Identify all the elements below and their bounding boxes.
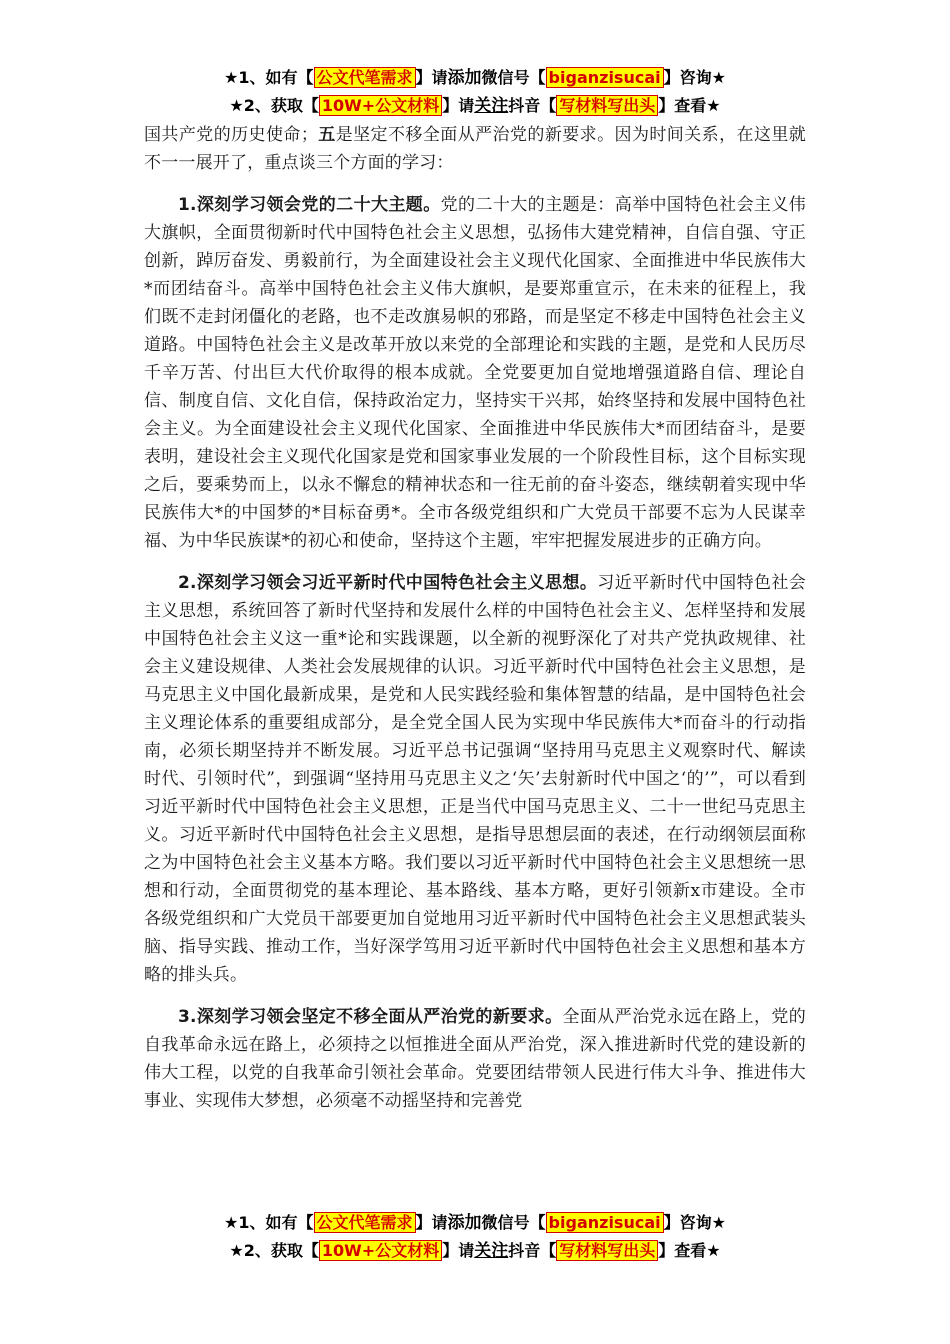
header-banner [0,64,950,120]
highlight-wechat-id: biganzisucai [546,67,664,88]
banner-text: 】咨询★ [663,1213,726,1232]
banner-emphasis: 添加 [447,1213,482,1233]
banner-text: ★1、如有【 [224,1213,314,1232]
banner-emphasis: 关注 [474,96,509,116]
highlight-materials: 10W+公文材料 [319,1240,442,1261]
section-heading: 3.深刻学习领会坚定不移全面从严治党的新要求。 [178,1007,563,1027]
banner-line-1 [0,64,950,92]
highlight-douyin-account: 写材料写出头 [556,95,658,116]
banner-line-2 [0,1237,950,1265]
banner-text: ★1、如有【 [224,68,314,87]
intro-emphasis: 五 [318,125,336,145]
section-paragraph-3 [144,1003,806,1115]
section-paragraph-2 [144,569,806,989]
banner-text: 微信号【 [481,68,546,87]
intro-paragraph: 国共产党的历史使命；五是坚定不移全面从严治党的新要求。因为时间关系，在这里就不一一展开了，重点谈三个方面的学习： [144,125,806,173]
section-body: 习近平新时代中国特色社会主义思想，系统回答了新时代坚持和发展什么样的中国特色社会主义、怎样坚持和发展中国特色社会主义这一重*论和实践课题，以全新的视野深化了对共产党执政规律、社会主义建设规律、人类社会发展规律的认识。习近平新时代中国特色社会主义思想，是马克思主义中国化最新成果，是党和人民实践经验和集体智慧的结晶，是中国特色社会主义理论体系的重要组成部分，是全党全国人民为实现中华民族伟大*而奋斗的行动指南，必须长期坚持并不断发展。习近平总书记强调“坚持用马克思主义观察时代、解读时代、引领时代”，到强调“坚持用马克思主义之‘矢’去射新时代中国之‘的’”，可以看到习近平新时代中国特色社会主义思想，正是当代中国马克思主义、二十一世纪马克思主义。习近平新时代中国特色社会主义思想，是指导思想层面的表述，在行动纲领层面称之为中国特色社会主义基本方略。我们要以习近平新时代中国特色社会主义思想统一思想和行动，全面贯彻党的基本理论、基本路线、基本方略，更好引领新x市建设。全市各级党组织和广大党员干部要更加自觉地用习近平新时代中国特色社会主义思想武装头脑、指导实践、推动工作，当好深学笃用习近平新时代中国特色社会主义思想和基本方略的排头兵。 [144,573,806,985]
banner-text: 抖音【 [508,1241,557,1260]
highlight-service: 公文代笔需求 [314,67,416,88]
banner-text: 】咨询★ [663,68,726,87]
banner-emphasis: 添加 [447,68,482,88]
document-body [144,121,806,1115]
banner-text: 】请 [442,1241,475,1260]
banner-text: 微信号【 [481,1213,546,1232]
section-body: 全面从严治党永远在路上，党的自我革命永远在路上，必须持之以恒推进全面从严治党，深入推进新时代党的建设新的伟大工程，以党的自我革命引领社会革命。党要团结带领人民进行伟大斗争、推进伟大事业、实现伟大梦想，必须毫不动摇坚持和完善党 [144,1007,806,1111]
banner-text: ★2、获取【 [229,1241,319,1260]
footer-banner [0,1209,950,1265]
highlight-douyin-account: 写材料写出头 [556,1240,658,1261]
banner-text: 】请 [415,68,448,87]
banner-line-1 [0,1209,950,1237]
banner-text: 】查看★ [658,1241,721,1260]
banner-text: ★2、获取【 [229,96,319,115]
section-body: 党的二十大的主题是：高举中国特色社会主义伟大旗帜，全面贯彻新时代中国特色社会主义思想，弘扬伟大建党精神，自信自强、守正创新，踔厉奋发、勇毅前行，为全面建设社会主义现代化国家、全面推进中华民族伟大*而团结奋斗。高举中国特色社会主义伟大旗帜，是要郑重宣示，在未来的征程上，我们既不走封闭僵化的老路，也不走改旗易帜的邪路，而是坚定不移走中国特色社会主义道路。中国特色社会主义是改革开放以来党的全部理论和实践的主题，是党和人民历尽千辛万苦、付出巨大代价取得的根本成就。全党要更加自觉地增强道路自信、理论自信、制度自信、文化自信，保持政治定力，坚持实干兴邦，始终坚持和发展中国特色社会主义。为全面建设社会主义现代化国家、全面推进中华民族伟大*而团结奋斗，是要表明，建设社会主义现代化国家是党和国家事业发展的一个阶段性目标，这个目标实现之后，要乘势而上，以永不懈怠的精神状态和一往无前的奋斗姿态，继续朝着实现中华民族伟大*的中国梦的*目标奋勇*。全市各级党组织和广大党员干部要不忘为人民谋幸福、为中华民族谋*的初心和使命，坚持这个主题，牢牢把握发展进步的正确方向。 [144,195,806,551]
section-paragraph-1 [144,191,806,555]
banner-text: 】请 [442,96,475,115]
banner-emphasis: 关注 [474,1241,509,1261]
section-heading: 2.深刻学习领会习近平新时代中国特色社会主义思想。 [178,573,598,593]
banner-text: 抖音【 [508,96,557,115]
banner-text: 】请 [415,1213,448,1232]
banner-line-2 [0,92,950,120]
section-heading: 1.深刻学习领会党的二十大主题。 [178,195,441,215]
highlight-materials: 10W+公文材料 [319,95,442,116]
banner-text: 】查看★ [658,96,721,115]
highlight-wechat-id: biganzisucai [546,1212,664,1233]
highlight-service: 公文代笔需求 [314,1212,416,1233]
